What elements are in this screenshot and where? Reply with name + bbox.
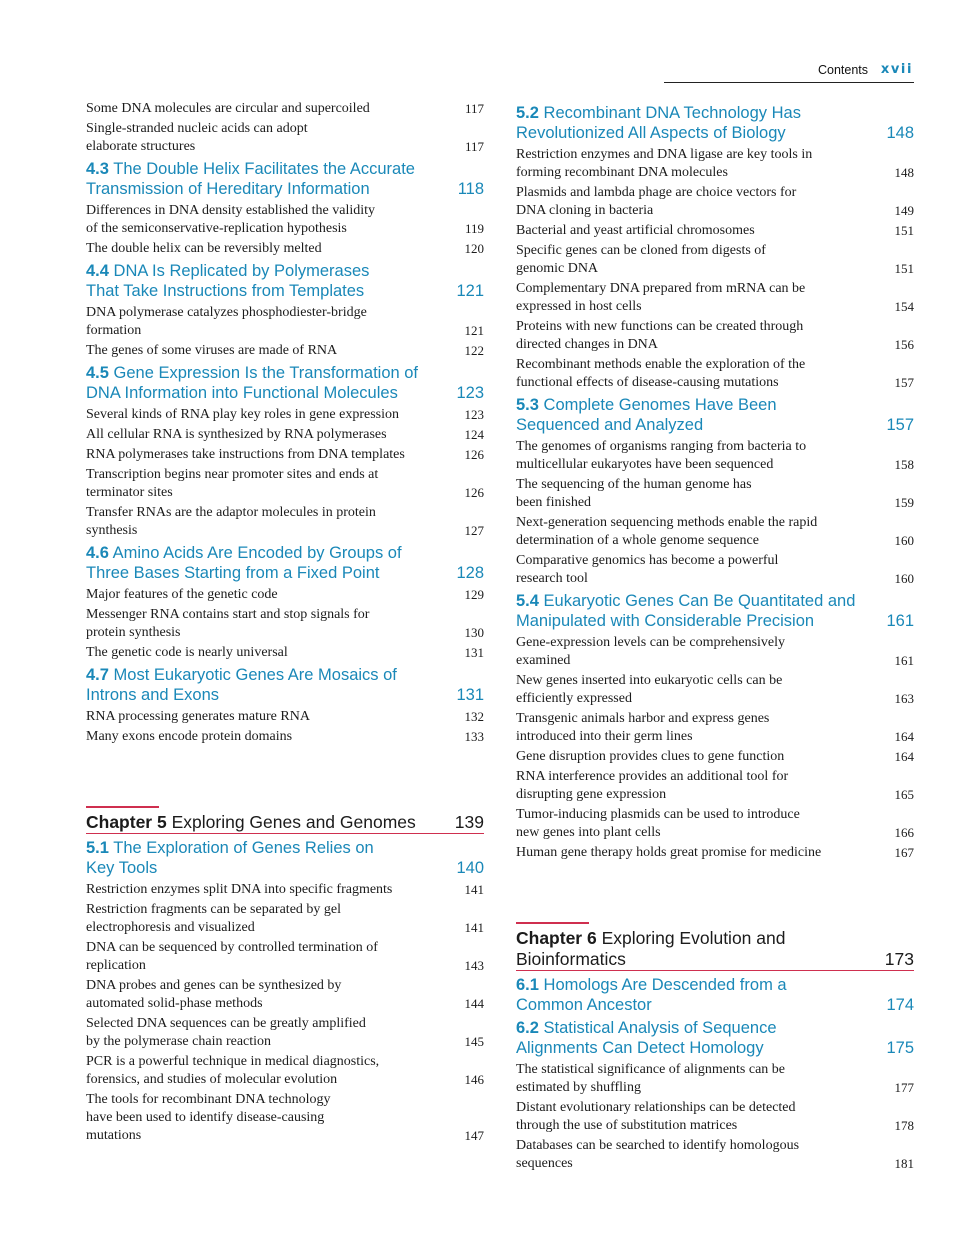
toc-column-right — [516, 100, 914, 1175]
toc-entry[interactable] — [86, 120, 484, 156]
section-page-number: 123 — [456, 384, 484, 402]
entry-page-number: 141 — [464, 920, 484, 935]
entry-title: The sequencing of the human genome has been finished — [516, 477, 752, 510]
toc-entry[interactable] — [86, 426, 484, 444]
section-heading[interactable] — [86, 159, 484, 199]
running-header-label: Contents — [817, 63, 868, 77]
section-number: 5.2 — [516, 104, 539, 122]
entry-page-number: 160 — [894, 571, 914, 586]
toc-entry[interactable] — [86, 504, 484, 540]
toc-entry[interactable] — [86, 446, 484, 464]
section-number: 4.6 — [86, 544, 109, 562]
section-title — [516, 1018, 777, 1058]
entry-page-number: 163 — [894, 691, 914, 706]
entry-title: The genetic code is nearly universal — [86, 645, 288, 660]
section-number: 4.7 — [86, 666, 109, 684]
entry-page-number: 119 — [464, 221, 484, 236]
section-title-text: Statistical Analysis of Sequence Alignments Can Detect Homology — [516, 1019, 777, 1057]
section-title — [86, 159, 415, 199]
entry-title: New genes inserted into eukaryotic cells can be efficiently expressed — [516, 673, 783, 706]
entry-title: Transgenic animals harbor and express genes introduced into their germ lines — [516, 711, 770, 744]
section-title-text: Complete Genomes Have Been Sequenced and Analyzed — [516, 396, 777, 434]
toc-entry[interactable] — [516, 184, 914, 220]
toc-entry[interactable] — [86, 644, 484, 662]
toc-entry[interactable] — [86, 586, 484, 604]
entry-title: RNA polymerases take instructions from DNA templates — [86, 447, 405, 462]
section-page-number: 118 — [457, 180, 484, 198]
entry-title: Gene disruption provides clues to gene function — [516, 749, 785, 764]
toc-entry[interactable] — [86, 466, 484, 502]
section-heading[interactable] — [516, 395, 914, 435]
entry-page-number: 156 — [894, 337, 914, 352]
chapter-title — [516, 928, 785, 970]
entry-page-number: 177 — [894, 1080, 914, 1095]
section-page-number: 128 — [456, 564, 484, 582]
toc-entry[interactable] — [86, 977, 484, 1013]
toc-entry[interactable] — [86, 708, 484, 726]
toc-entry[interactable] — [516, 710, 914, 746]
entry-title: Gene-expression levels can be comprehensively examined — [516, 635, 786, 668]
entry-title: Human gene therapy holds great promise for medicine — [516, 845, 822, 860]
entry-title: Bacterial and yeast artificial chromosomes — [516, 223, 755, 238]
section-heading[interactable] — [86, 838, 484, 878]
entry-title: All cellular RNA is synthesized by RNA polymerases — [86, 427, 387, 442]
chapter-label: Chapter 5 — [86, 812, 167, 832]
section-title-text: DNA Is Replicated by Polymerases That Take Instructions from Templates — [86, 262, 370, 300]
entry-title: Selected DNA sequences can be greatly amplified by the polymerase chain reaction — [86, 1016, 366, 1049]
section-page-number: 140 — [456, 859, 484, 877]
toc-entry[interactable] — [86, 304, 484, 340]
entry-page-number: 164 — [894, 749, 914, 764]
section-page-number: 174 — [886, 996, 914, 1014]
section-heading[interactable] — [86, 665, 484, 705]
toc-column-left — [86, 100, 484, 1147]
toc-entry[interactable] — [86, 901, 484, 937]
chapter-title-text: Exploring Evolution and Bioinformatics — [516, 928, 786, 969]
entry-title: DNA can be sequenced by controlled termination of replication — [86, 940, 378, 973]
chapter-heading[interactable] — [516, 922, 914, 971]
entry-title: RNA processing generates mature RNA — [86, 709, 310, 724]
chapter-title — [86, 812, 416, 833]
toc-entry[interactable] — [86, 1091, 484, 1145]
entry-title: The genomes of organisms ranging from bacteria to multicellular eukaryotes have been sequenced — [516, 439, 807, 472]
chapter-page-number: 173 — [884, 949, 914, 969]
toc-entry[interactable] — [516, 552, 914, 588]
toc-entry[interactable] — [86, 728, 484, 746]
toc-entry[interactable] — [86, 1015, 484, 1051]
entry-title: Major features of the genetic code — [86, 587, 278, 602]
section-heading[interactable] — [86, 543, 484, 583]
toc-entry[interactable] — [86, 342, 484, 360]
toc-entry[interactable] — [516, 514, 914, 550]
entry-page-number: 149 — [894, 203, 914, 218]
entry-page-number: 141 — [464, 882, 484, 897]
section-title — [86, 363, 418, 403]
section-title — [86, 838, 374, 878]
section-number: 5.1 — [86, 839, 109, 857]
section-title — [516, 975, 787, 1015]
toc-entry[interactable] — [86, 1053, 484, 1089]
section-page-number: 131 — [456, 686, 484, 704]
section-number: 4.4 — [86, 262, 109, 280]
spacer — [86, 748, 484, 794]
toc-entry[interactable] — [516, 672, 914, 708]
section-title-text: Recombinant DNA Technology Has Revolutionized All Aspects of Biology — [516, 104, 801, 142]
entry-page-number: 120 — [464, 241, 484, 256]
section-page-number: 148 — [886, 124, 914, 142]
entry-page-number: 129 — [464, 587, 484, 602]
entry-page-number: 122 — [464, 343, 484, 358]
entry-page-number: 160 — [894, 533, 914, 548]
section-title — [86, 665, 397, 705]
entry-page-number: 165 — [894, 787, 914, 802]
entry-page-number: 143 — [464, 958, 484, 973]
entry-page-number: 151 — [894, 223, 914, 238]
entry-title: Plasmids and lambda phage are choice vectors for DNA cloning in bacteria — [516, 185, 797, 218]
entry-page-number: 159 — [894, 495, 914, 510]
entry-page-number: 123 — [464, 407, 484, 422]
entry-title: The statistical significance of alignments can be estimated by shuffling — [516, 1062, 786, 1095]
toc-entry[interactable] — [86, 881, 484, 899]
toc-entry[interactable] — [516, 844, 914, 862]
toc-entry[interactable] — [516, 356, 914, 392]
entry-title: DNA polymerase catalyzes phosphodiester-bridge formation — [86, 305, 367, 338]
section-title-text: The Exploration of Genes Relies on Key Tools — [86, 839, 374, 877]
section-heading[interactable] — [516, 975, 914, 1015]
section-number: 6.1 — [516, 976, 539, 994]
toc-entry[interactable] — [516, 476, 914, 512]
entry-title: Restriction enzymes and DNA ligase are key tools in forming recombinant DNA molecules — [516, 147, 813, 180]
entry-page-number: 121 — [464, 323, 484, 338]
entry-title: Distant evolutionary relationships can be detected through the use of substitution matrices — [516, 1100, 796, 1133]
section-title-text: Gene Expression Is the Transformation of DNA Information into Functional Molecules — [86, 364, 419, 402]
section-title-text: Amino Acids Are Encoded by Groups of Three Bases Starting from a Fixed Point — [86, 544, 402, 582]
entry-page-number: 144 — [464, 996, 484, 1011]
section-title-text: The Double Helix Facilitates the Accurate Transmission of Hereditary Information — [86, 160, 415, 198]
entry-page-number: 117 — [464, 101, 484, 116]
entry-title: Transfer RNAs are the adaptor molecules in protein synthesis — [86, 505, 376, 538]
toc-entry[interactable] — [86, 100, 484, 118]
toc-entry[interactable] — [516, 438, 914, 474]
section-title — [516, 395, 777, 435]
entry-title: RNA interference provides an additional tool for disrupting gene expression — [516, 769, 789, 802]
section-page-number: 157 — [886, 416, 914, 434]
chapter-label: Chapter 6 — [516, 928, 597, 948]
entry-page-number: 132 — [464, 709, 484, 724]
entry-title: The tools for recombinant DNA technology have been used to identify disease-causing mutations — [86, 1092, 331, 1143]
entry-page-number: 124 — [464, 427, 484, 442]
entry-page-number: 161 — [894, 653, 914, 668]
toc-entry[interactable] — [516, 634, 914, 670]
toc-entry[interactable] — [516, 768, 914, 804]
entry-title: Recombinant methods enable the exploration of the functional effects of disease-causing mutations — [516, 357, 806, 390]
entry-page-number: 154 — [894, 299, 914, 314]
toc-entry[interactable] — [516, 1137, 914, 1173]
toc-entry[interactable] — [516, 1099, 914, 1135]
toc-entry[interactable] — [86, 939, 484, 975]
entry-page-number: 158 — [894, 457, 914, 472]
toc-entry[interactable] — [86, 240, 484, 258]
section-heading[interactable] — [516, 103, 914, 143]
entry-page-number: 130 — [464, 625, 484, 640]
entry-page-number: 181 — [894, 1156, 914, 1171]
section-page-number: 175 — [886, 1039, 914, 1057]
toc-entry[interactable] — [516, 748, 914, 766]
section-title — [516, 591, 855, 631]
chapter-page-number: 139 — [454, 812, 484, 832]
entry-page-number: 117 — [464, 139, 484, 154]
entry-page-number: 126 — [464, 447, 484, 462]
entry-title: Tumor-inducing plasmids can be used to introduce new genes into plant cells — [516, 807, 800, 840]
entry-title: Specific genes can be cloned from digests of genomic DNA — [516, 243, 766, 276]
toc-entry[interactable] — [86, 606, 484, 642]
section-title-text: Most Eukaryotic Genes Are Mosaics of Introns and Exons — [86, 666, 397, 704]
toc-entry[interactable] — [516, 146, 914, 182]
entry-page-number: 148 — [894, 165, 914, 180]
toc-entry[interactable] — [516, 242, 914, 278]
spacer — [516, 864, 914, 910]
chapter-heading[interactable] — [86, 806, 484, 834]
section-title — [86, 543, 402, 583]
entry-title: Restriction enzymes split DNA into specific fragments — [86, 882, 393, 897]
section-title — [516, 103, 801, 143]
toc-entry[interactable] — [516, 222, 914, 240]
entry-title: Complementary DNA prepared from mRNA can be expressed in host cells — [516, 281, 806, 314]
entry-page-number: 131 — [464, 645, 484, 660]
section-number: 6.2 — [516, 1019, 539, 1037]
entry-title: Restriction fragments can be separated by gel electrophoresis and visualized — [86, 902, 342, 935]
section-number: 5.4 — [516, 592, 539, 610]
toc-entry[interactable] — [516, 318, 914, 354]
page-number: xvii — [880, 62, 913, 77]
entry-title: PCR is a powerful technique in medical diagnostics, forensics, and studies of molecular evolution — [86, 1054, 380, 1087]
entry-title: Proteins with new functions can be created through directed changes in DNA — [516, 319, 804, 352]
entry-page-number: 127 — [464, 523, 484, 538]
section-number: 5.3 — [516, 396, 539, 414]
toc-entry[interactable] — [86, 406, 484, 424]
entry-page-number: 147 — [464, 1128, 484, 1143]
entry-page-number: 167 — [894, 845, 914, 860]
entry-page-number: 166 — [894, 825, 914, 840]
entry-title: Comparative genomics has become a powerful research tool — [516, 553, 779, 586]
entry-title: The genes of some viruses are made of RNA — [86, 343, 338, 358]
entry-page-number: 145 — [464, 1034, 484, 1049]
section-number: 4.3 — [86, 160, 109, 178]
entry-title: Several kinds of RNA play key roles in gene expression — [86, 407, 399, 422]
section-title — [86, 261, 369, 301]
running-header — [664, 58, 914, 83]
section-heading[interactable] — [516, 1018, 914, 1058]
entry-title: The double helix can be reversibly melted — [86, 241, 322, 256]
section-title-text: Eukaryotic Genes Can Be Quantitated and Manipulated with Considerable Precision — [516, 592, 856, 630]
entry-page-number: 157 — [894, 375, 914, 390]
entry-title: Many exons encode protein domains — [86, 729, 293, 744]
entry-page-number: 146 — [464, 1072, 484, 1087]
entry-title: Single-stranded nucleic acids can adopt elaborate structures — [86, 121, 308, 154]
entry-title: Databases can be searched to identify homologous sequences — [516, 1138, 800, 1171]
section-page-number: 121 — [456, 282, 484, 300]
toc-entry[interactable] — [516, 280, 914, 316]
entry-page-number: 126 — [464, 485, 484, 500]
toc-entry[interactable] — [86, 202, 484, 238]
entry-page-number: 151 — [894, 261, 914, 276]
toc-entry[interactable] — [516, 806, 914, 842]
chapter-title-text: Exploring Genes and Genomes — [171, 812, 416, 832]
entry-title: Some DNA molecules are circular and supercoiled — [86, 101, 370, 116]
entry-title: Transcription begins near promoter sites and ends at terminator sites — [86, 467, 379, 500]
toc-entry[interactable] — [516, 1061, 914, 1097]
entry-page-number: 178 — [894, 1118, 914, 1133]
section-page-number: 161 — [886, 612, 914, 630]
entry-title: DNA probes and genes can be synthesized by automated solid-phase methods — [86, 978, 342, 1011]
entry-title: Differences in DNA density established the validity of the semiconservative-replication hypothesis — [86, 203, 376, 236]
entry-title: Next-generation sequencing methods enable the rapid determination of a whole genome sequence — [516, 515, 818, 548]
section-title-text: Homologs Are Descended from a Common Ancestor — [516, 976, 787, 1014]
entry-page-number: 164 — [894, 729, 914, 744]
entry-page-number: 133 — [464, 729, 484, 744]
section-number: 4.5 — [86, 364, 109, 382]
entry-title: Messenger RNA contains start and stop signals for protein synthesis — [86, 607, 370, 640]
section-heading[interactable] — [86, 363, 484, 403]
section-heading[interactable] — [86, 261, 484, 301]
section-heading[interactable] — [516, 591, 914, 631]
